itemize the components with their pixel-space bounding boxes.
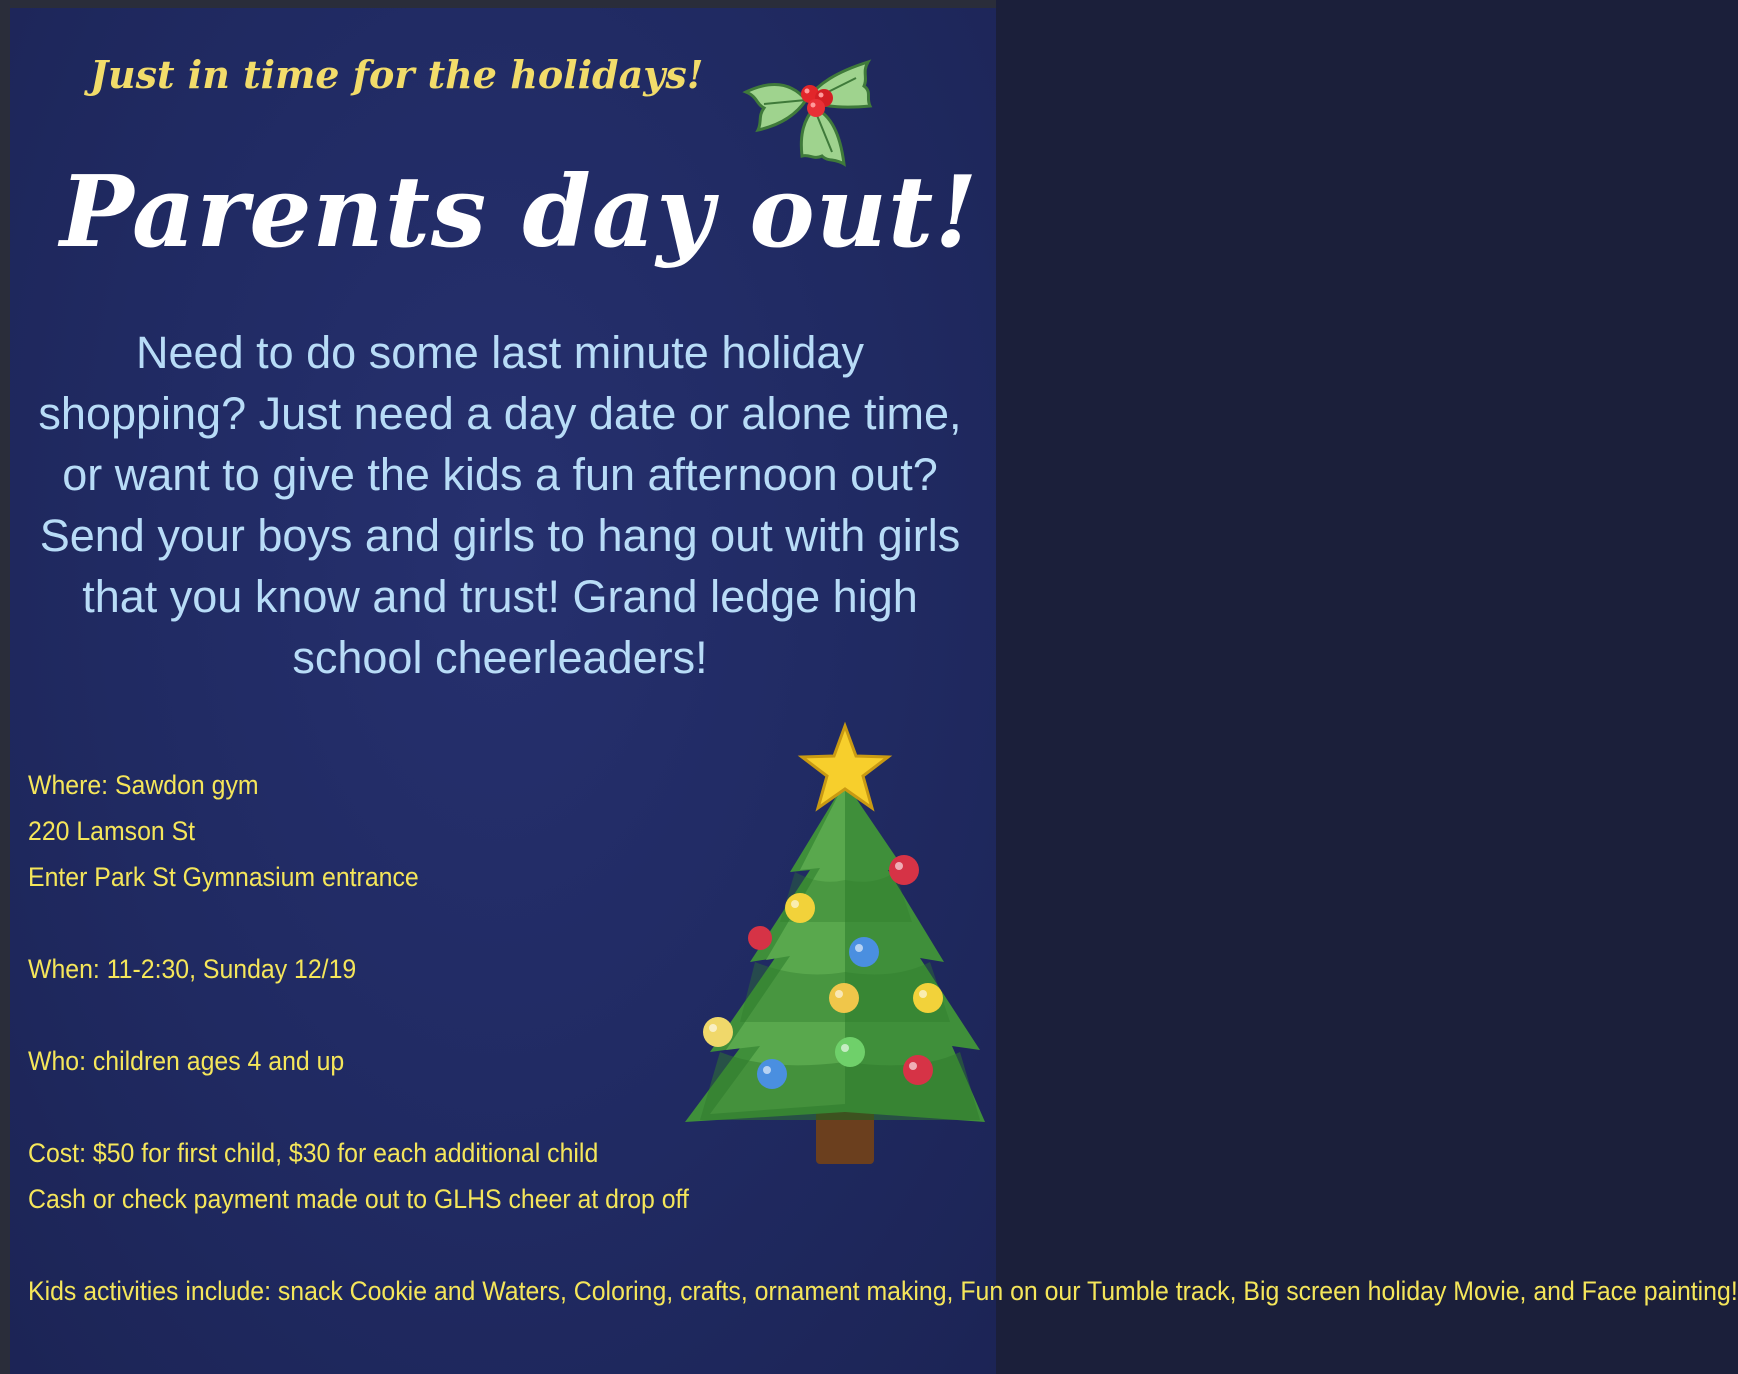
christmas-tree-icon — [680, 722, 990, 1174]
when-line: When: 11-2:30, Sunday 12/19 — [28, 954, 357, 984]
activities-text: Kids activities include: snack Cookie and Waters, Coloring, crafts, ornament making, Fun on our Tumble track, Big screen holiday Movie, and Face painting! — [28, 1276, 1738, 1306]
who-line: Who: children ages 4 and up — [28, 1046, 345, 1076]
holly-icon — [736, 42, 886, 172]
tagline: Just in time for the holidays! — [90, 52, 704, 97]
cost-line: Cost: $50 for first child, $30 for each additional child — [28, 1138, 599, 1168]
window-edge-top — [0, 0, 996, 8]
entrance-line: Enter Park St Gymnasium entrance — [28, 862, 419, 892]
where-line: Where: Sawdon gym — [28, 770, 259, 800]
address-line: 220 Lamson St — [28, 816, 196, 846]
headline: Parents day out! — [60, 155, 979, 270]
payment-line: Cash or check payment made out to GLHS cheer at drop off — [28, 1184, 689, 1214]
intro-paragraph: Need to do some last minute holiday shopping? Just need a day date or alone time, or want to give the kids a fun afternoon out? Send your boys and girls to hang out with girls that you know and trust! Grand ledge high school cheerleaders! — [38, 327, 962, 683]
window-edge-left — [0, 0, 10, 1374]
